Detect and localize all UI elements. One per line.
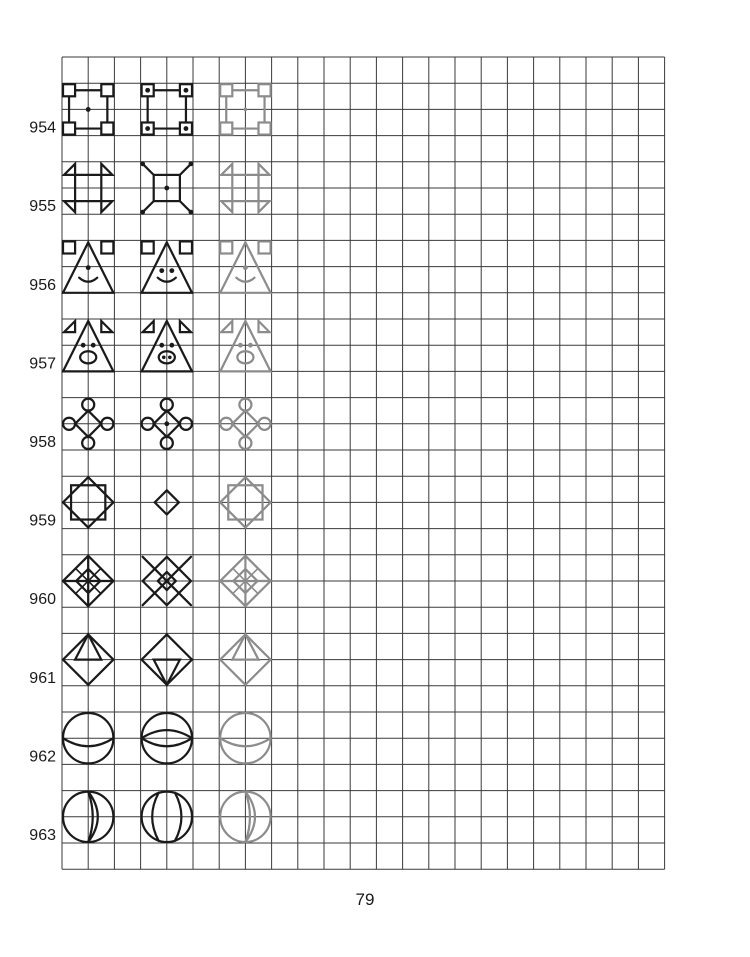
row-numbers — [29, 120, 56, 844]
nested-diamonds-icon — [63, 556, 113, 606]
row-number: 961 — [29, 669, 56, 687]
row-number: 959 — [29, 512, 56, 530]
row-number: 954 — [29, 119, 56, 137]
row-number: 963 — [29, 827, 56, 844]
row-number: 956 — [29, 276, 56, 294]
row-number: 955 — [29, 198, 56, 216]
row-number: 962 — [29, 748, 56, 766]
row-number: 958 — [29, 434, 56, 451]
page-number: 79 — [355, 890, 375, 909]
graph-paper-grid — [62, 57, 665, 869]
row-number: 957 — [29, 355, 56, 373]
row-number: 960 — [29, 591, 56, 609]
nested-diamonds-trace-icon — [220, 556, 270, 606]
